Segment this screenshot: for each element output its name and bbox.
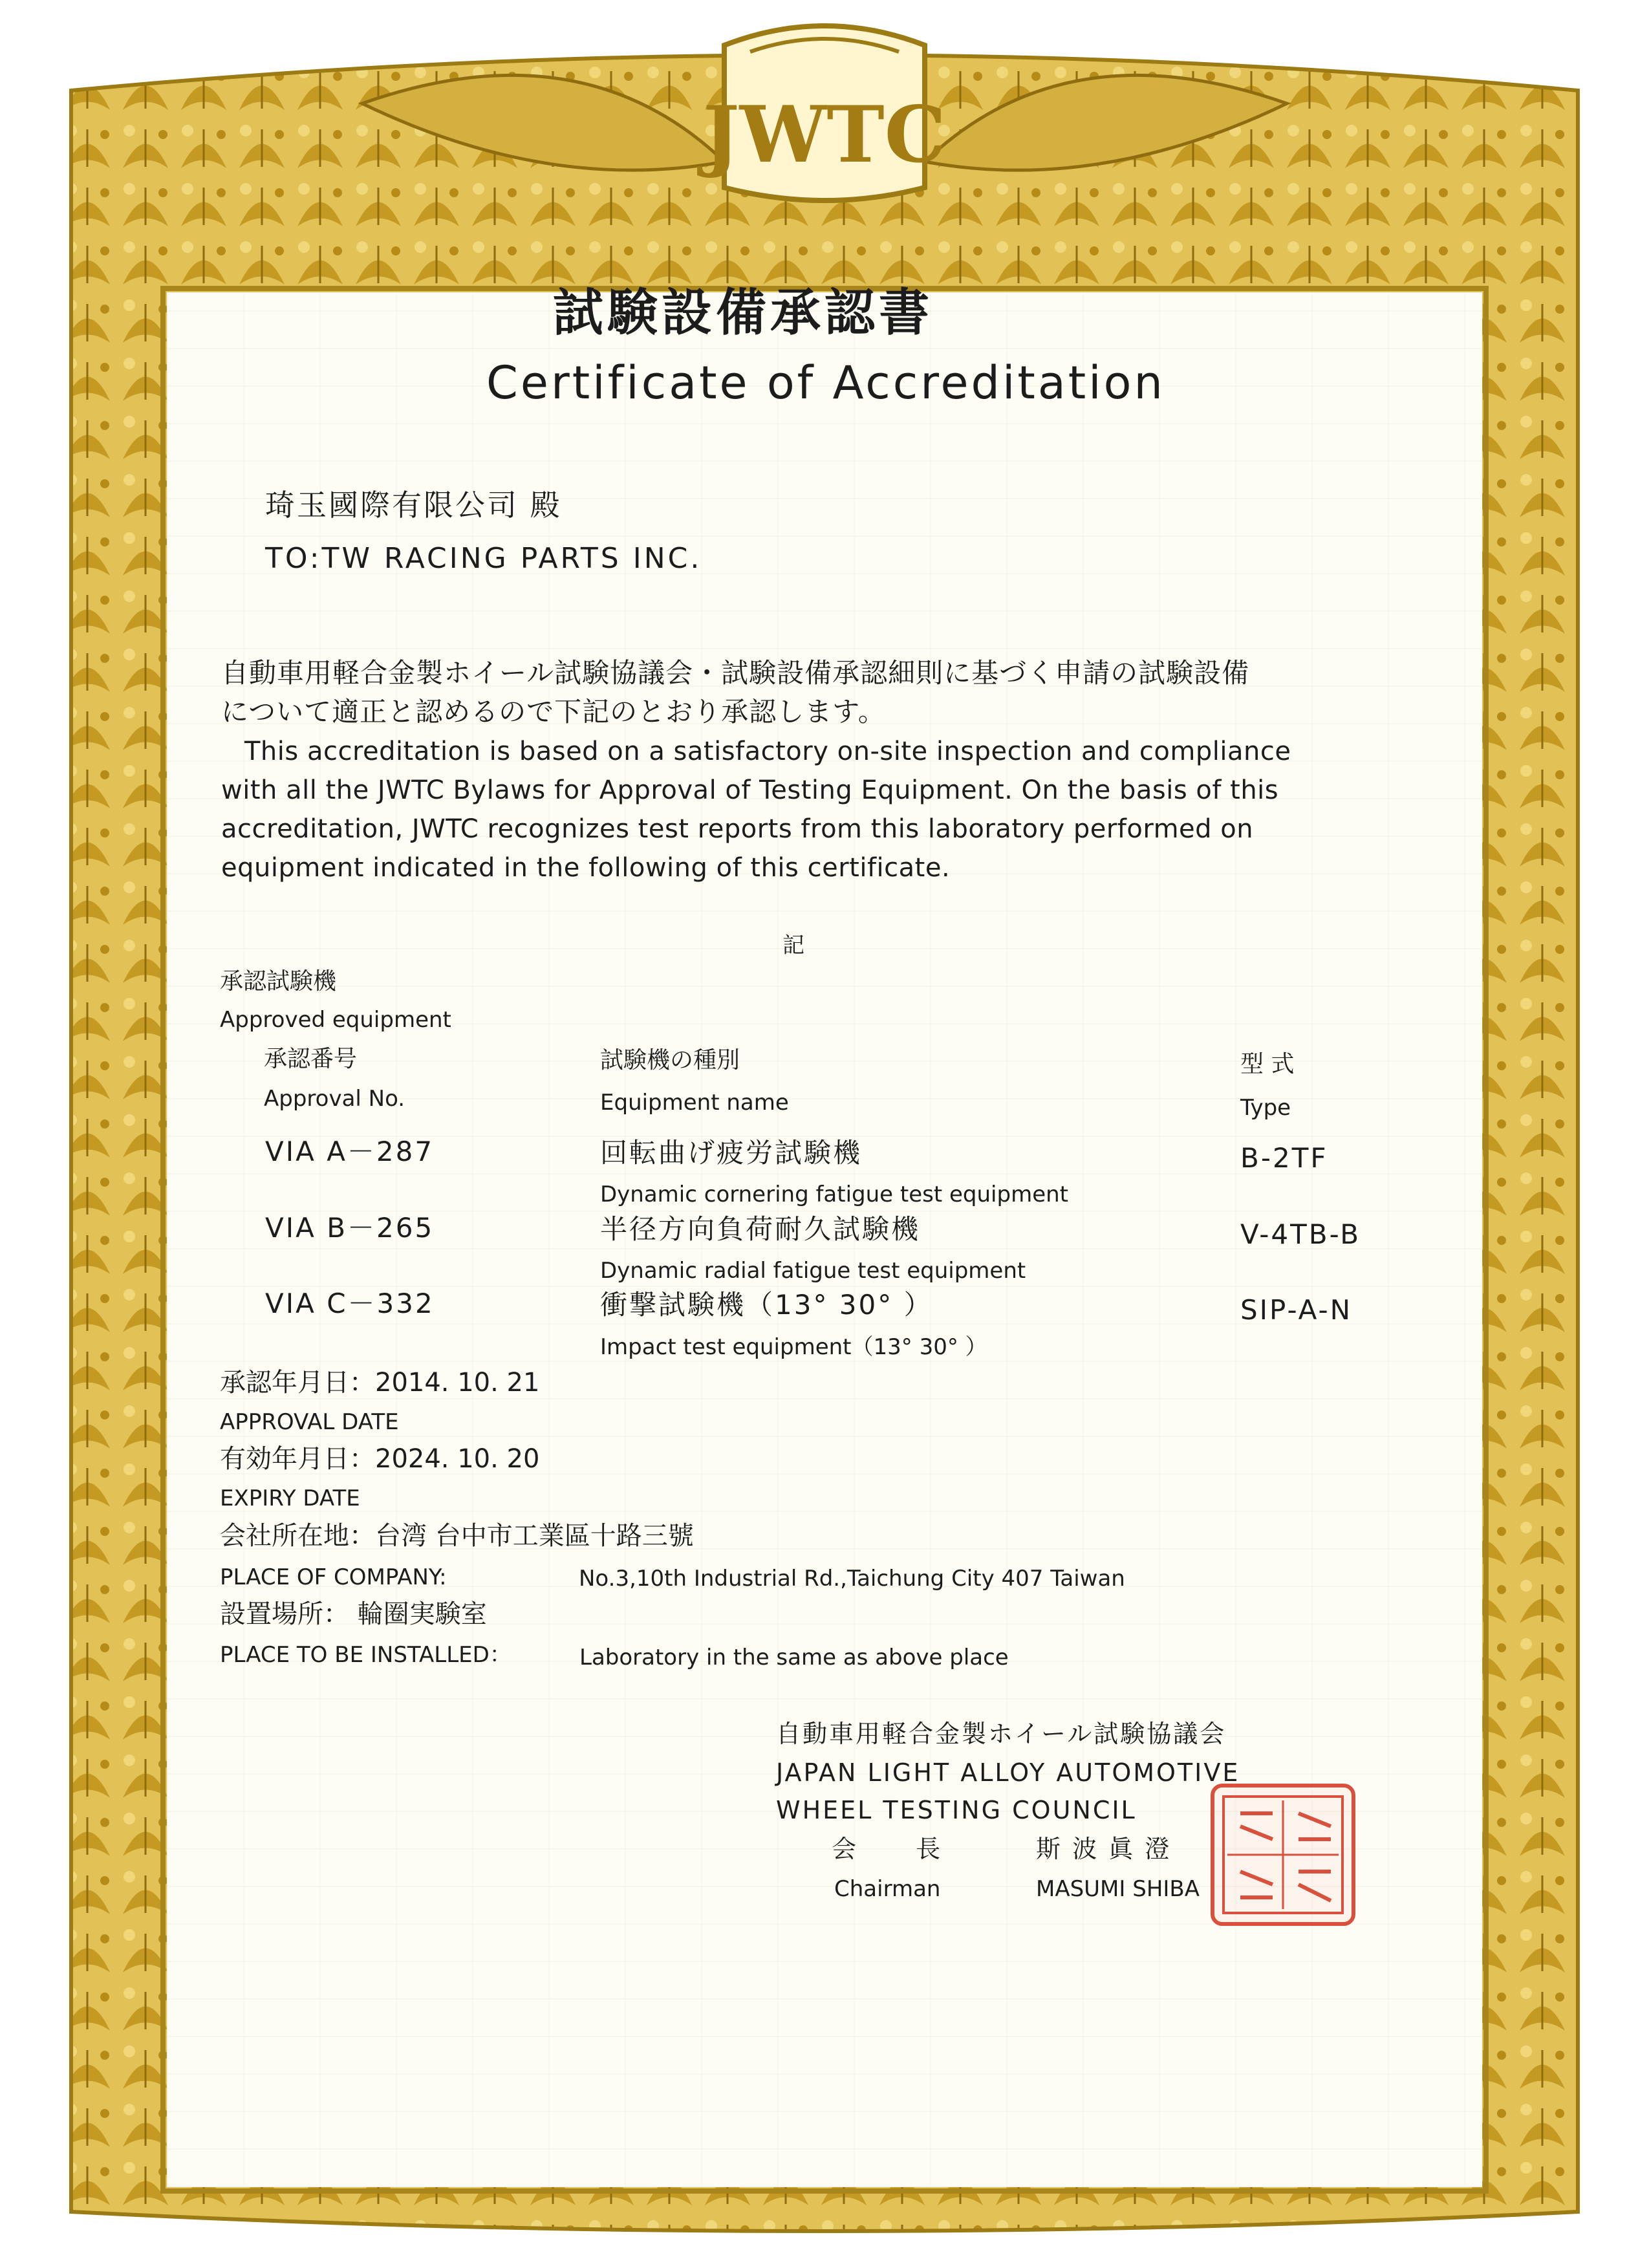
chairman-title-en: Chairman (834, 1876, 941, 1902)
col-equipment-name-en: Equipment name (600, 1090, 789, 1116)
place-of-company-jp: 会社所在地：台湾 台中市工業區十路三號 (220, 1521, 694, 1551)
chairman-name-en: MASUMI SHIBA (1036, 1876, 1200, 1902)
row-3-name-en: Impact test equipment（13° 30° ） (600, 1334, 987, 1360)
row-2-approval-no: VIA B－265 (265, 1212, 435, 1244)
recipient-jp: 琦玉國際有限公司 殿 (265, 488, 562, 523)
row-3-type: SIP-A-N (1240, 1294, 1353, 1326)
statement-en-line-1: This accreditation is based on a satisfactory on-site inspection and compliance (244, 737, 1291, 766)
statement-jp-line-2: について適正と認めるので下記のとおり承認します。 (221, 696, 886, 728)
row-1-type: B-2TF (1240, 1142, 1328, 1174)
title-jp: 試験設備承認書 (553, 284, 934, 342)
approval-date-en: APPROVAL DATE (220, 1409, 399, 1435)
official-seal (1211, 1784, 1355, 1926)
col-approval-no-en: Approval No. (264, 1086, 405, 1112)
statement-en-line-2: with all the JWTC Bylaws for Approval of Testing Equipment. On the basis of this (221, 775, 1279, 805)
place-of-company-label: PLACE OF COMPANY: (220, 1564, 447, 1590)
statement-en-line-3: accreditation, JWTC recognizes test reports from this laboratory performed on (221, 814, 1254, 844)
statement-jp-line-1: 自動車用軽合金製ホイール試験協議会・試験設備承認細則に基づく申請の試験設備 (221, 657, 1250, 689)
expiry-date-en: EXPIRY DATE (220, 1485, 360, 1511)
logo-jwtc: JWTC (702, 89, 947, 180)
equipment-section-jp: 承認試験機 (220, 968, 337, 995)
row-3-approval-no: VIA C－332 (265, 1288, 435, 1319)
seal-icon (1214, 1787, 1352, 1922)
issuer-org-en-line-2: WHEEL TESTING COUNCIL (776, 1796, 1137, 1824)
place-to-be-installed-value: Laboratory in the same as above place (579, 1645, 1009, 1670)
row-3-name-jp: 衝撃試験機（13° 30° ） (600, 1289, 933, 1321)
row-2-name-jp: 半径方向負荷耐久試験機 (600, 1213, 921, 1245)
place-to-be-installed-jp: 設置場所： 輪圈実験室 (220, 1599, 487, 1629)
row-1-name-en: Dynamic cornering fatigue test equipment (600, 1182, 1068, 1207)
chairman-title-jp: 会 長 (832, 1835, 967, 1863)
issuer-org-en-line-1: JAPAN LIGHT ALLOY AUTOMOTIVE (776, 1758, 1240, 1787)
place-of-company-value: No.3,10th Industrial Rd.,Taichung City 407 Taiwan (579, 1566, 1125, 1592)
issuer-org-jp: 自動車用軽合金製ホイール試験協議会 (776, 1720, 1227, 1748)
equipment-section-en: Approved equipment (220, 1007, 451, 1033)
col-equipment-name-jp: 試験機の種別 (600, 1047, 740, 1074)
row-2-name-en: Dynamic radial fatigue test equipment (600, 1258, 1026, 1284)
col-type-en: Type (1240, 1095, 1291, 1121)
row-1-name-jp: 回転曲げ疲労試験機 (600, 1137, 863, 1169)
approval-date-jp: 承認年月日：2014. 10. 21 (220, 1368, 540, 1398)
chairman-name-jp: 斯 波 眞 澄 (1036, 1835, 1172, 1863)
title-en: Certificate of Accreditation (486, 356, 1165, 409)
row-1-approval-no: VIA A－287 (265, 1136, 435, 1167)
statement-en-line-4: equipment indicated in the following of this certificate. (221, 853, 951, 883)
expiry-date-jp: 有効年月日：2024. 10. 20 (220, 1444, 540, 1474)
col-type-jp: 型 式 (1240, 1051, 1295, 1077)
recipient-en: TO:TW RACING PARTS INC. (265, 542, 702, 575)
row-2-type: V-4TB-B (1240, 1218, 1361, 1250)
place-to-be-installed-label: PLACE TO BE INSTALLED： (220, 1642, 512, 1668)
ki-mark: 記 (782, 933, 804, 958)
col-approval-no-jp: 承認番号 (264, 1046, 358, 1072)
